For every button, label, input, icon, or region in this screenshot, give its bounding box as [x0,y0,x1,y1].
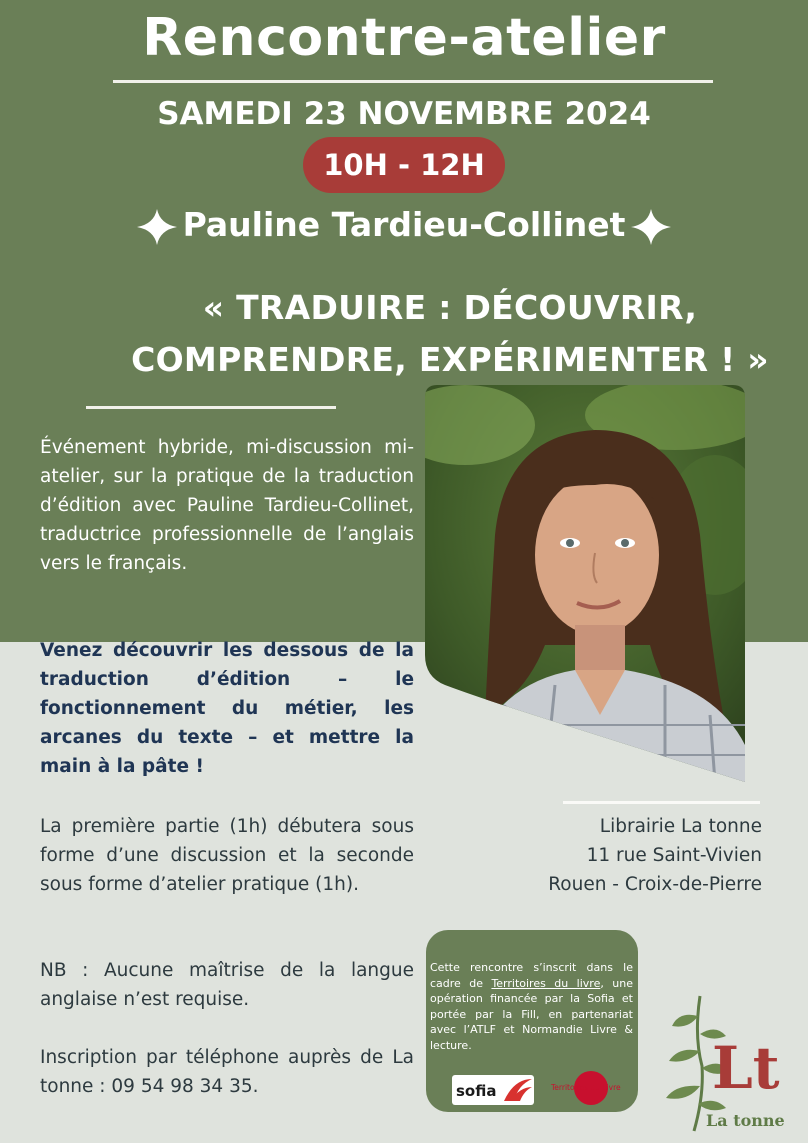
territoires-link[interactable]: Territoires du livre [491,976,601,990]
speaker-line [0,205,808,247]
event-date: SAMEDI 23 NOVEMBRE 2024 [157,96,651,132]
venue-address [462,812,762,899]
sparkle-icon [135,207,179,247]
registration-paragraph: Inscription par téléphone auprès de La tonne : 09 54 98 34 35. [40,1047,414,1097]
info-text: , une opération financée par la Sofia et portée par la Fill, en partenariat avec l’ATLF et Normandie Livre & lecture. [430,976,633,1052]
venue-street: 11 rue Saint-Vivien [586,845,762,866]
sofia-logo [452,1075,534,1105]
sofia-logo-text: sofia [456,1082,497,1100]
venue-city: Rouen - Croix-de-Pierre [548,874,762,895]
note-paragraph: NB : Aucune maîtrise de la langue anglaise n’est requise. [40,960,414,1010]
call-to-action: Venez découvrir les dessous de la traduction d’édition – le fonctionnement du métier, les arcanes du texte – et mettre la main à la pâte ! [40,640,414,777]
title-divider [113,80,713,83]
venue-name: Librairie La tonne [599,816,762,837]
speaker-photo [425,385,745,782]
event-title: Rencontre-atelier [142,8,666,68]
subtitle-line: « TRADUIRE : DÉCOUVRIR, [202,288,698,327]
program-paragraph: La première partie (1h) débutera sous forme d’une discussion et la seconde sous forme d’atelier pratique (1h). [40,816,414,895]
speaker-name: Pauline Tardieu-Collinet [182,205,626,244]
intro-divider [86,406,336,409]
sparkle-icon [629,207,673,247]
info-text: Cette rencontre s’inscrit dans le cadre de [430,961,633,990]
event-subtitle [120,282,780,386]
la-tonne-logo [664,996,792,1136]
territoires-du-livre-logo [551,1070,621,1106]
address-divider [563,801,760,804]
la-tonne-monogram: Lt [712,1034,780,1102]
intro-paragraph: Événement hybride, mi-discussion mi-atelier, sur la pratique de la traduction d’édition avec Pauline Tardieu-Collinet, traductrice professionnelle de l’anglais vers le français. [40,437,414,574]
territoires-logo-text: Territoires du Livre [551,1083,621,1092]
event-time-badge: 10H - 12H [303,137,505,193]
subtitle-line: COMPRENDRE, EXPÉRIMENTER ! » [131,340,769,379]
la-tonne-wordmark: La tonne [706,1111,785,1130]
